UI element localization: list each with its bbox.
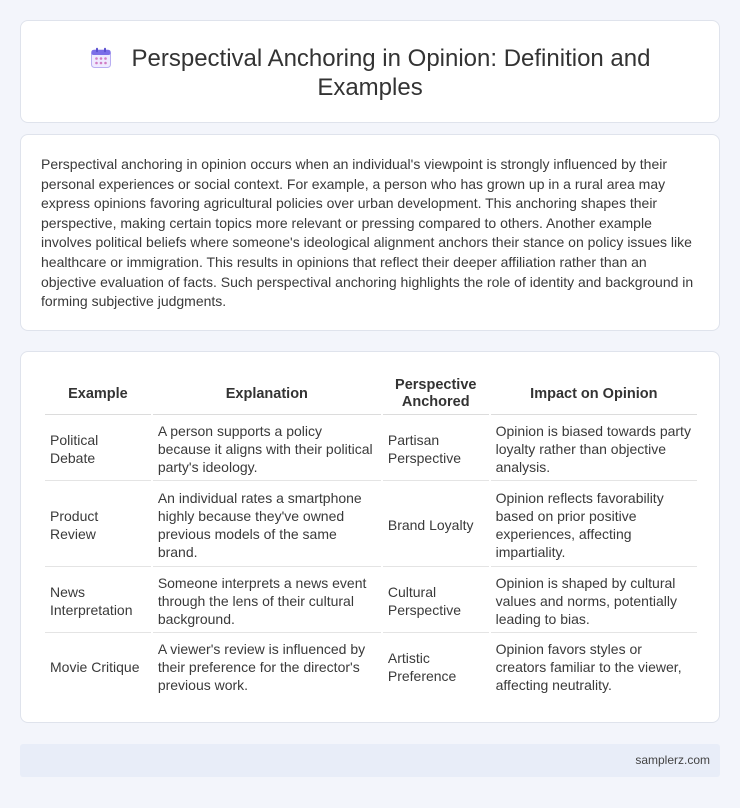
- cell-perspective: Brand Loyalty: [383, 483, 489, 567]
- header-impact: Impact on Opinion: [491, 374, 697, 415]
- header-perspective: Perspective Anchored: [383, 374, 489, 415]
- footer-site-link[interactable]: samplerz.com: [635, 753, 710, 767]
- table-header-row: [45, 374, 697, 415]
- page-title-wrap: [21, 44, 719, 102]
- cell-example: News Interpretation: [45, 569, 151, 633]
- header-explanation: Explanation: [153, 374, 381, 415]
- cell-impact: Opinion is shaped by cultural values and norms, potentially leading to bias.: [491, 569, 697, 633]
- table-row: [45, 569, 697, 633]
- calendar-icon: [90, 47, 112, 69]
- table-card: [20, 351, 720, 723]
- cell-example: Political Debate: [45, 417, 151, 481]
- footer-bar: [20, 744, 720, 777]
- header-example: Example: [45, 374, 151, 415]
- cell-impact: Opinion favors styles or creators familiar to the viewer, affecting neutrality.: [495, 641, 682, 693]
- table-row: [45, 417, 697, 481]
- cell-example: Movie Critique: [50, 659, 140, 675]
- cell-explanation: A person supports a policy because it aligns with their political party's ideology.: [153, 417, 381, 481]
- table-row: [45, 635, 697, 699]
- cell-impact: Opinion is biased towards party loyalty rather than objective analysis.: [491, 417, 697, 481]
- cell-impact: Opinion reflects favorability based on prior positive experiences, affecting impartiality.: [491, 483, 697, 567]
- summary-paragraph: Perspectival anchoring in opinion occurs when an individual's viewpoint is strongly influenced by their personal experiences or social context. For example, a person who has grown up in a rural area may express opinions favoring agricultural policies over urban development. This anchoring shapes their perspective, making certain topics more relevant or pressing compared to others. Another example involves political beliefs where someone's ideological alignment anchors their stance on policy issues like healthcare or immigration. This results in opinions that reflect their deeper affiliation rather than an objective evaluation of facts. Such perspectival anchoring highlights the role of identity and background in forming subjective judgments.: [41, 156, 694, 310]
- summary-card: [20, 134, 720, 331]
- cell-perspective: Cultural Perspective: [383, 569, 489, 633]
- cell-explanation: Someone interprets a news event through the lens of their cultural background.: [153, 569, 381, 633]
- cell-example: Product Review: [45, 483, 151, 567]
- cell-explanation: An individual rates a smartphone highly because they've owned previous models of the same brand.: [153, 483, 381, 567]
- title-card: [20, 20, 720, 123]
- page-title: Perspectival Anchoring in Opinion: Definition and Examples: [131, 45, 651, 101]
- table-row: [45, 483, 697, 567]
- examples-table: [43, 372, 699, 701]
- cell-perspective: Artistic Preference: [387, 650, 457, 684]
- cell-perspective: Partisan Perspective: [383, 417, 489, 481]
- cell-explanation: A viewer's review is influenced by their preference for the director's previous work.: [157, 641, 366, 693]
